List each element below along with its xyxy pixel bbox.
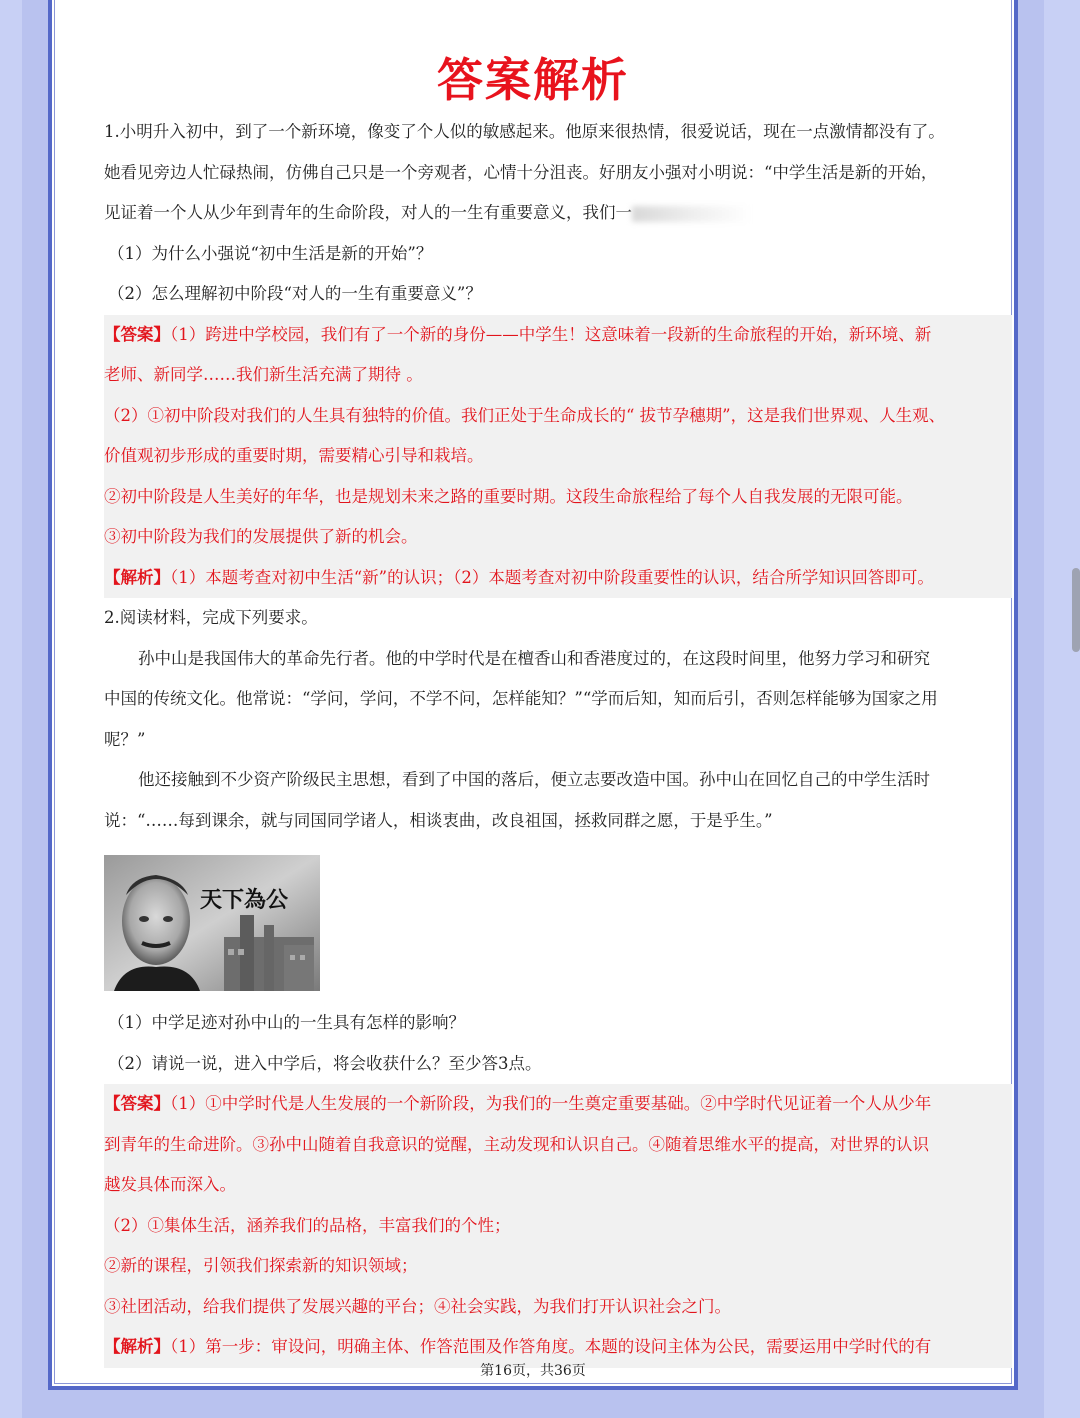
q1-answer-line-6: ③初中阶段为我们的发展提供了新的机会。 [104, 527, 418, 546]
analysis-tag: 【解析】 [104, 1337, 170, 1356]
q1-analysis-line [104, 558, 1012, 599]
q1-answer-text-1: （1）跨进中学校园，我们有了一个新的身份——中学生！这意味着一段新的生命旅程的开始，新环境、新 [170, 324, 932, 344]
page-title: 答案解析 [437, 53, 629, 107]
blurred-text [632, 206, 752, 222]
scrollbar-thumb[interactable] [1072, 568, 1080, 652]
q1-subquestion-2: （2）怎么理解初中阶段“对人的一生有重要意义”？ [108, 284, 482, 303]
q2-analysis-text: （1）第一步：审设问，明确主体、作答范围及作答角度。本题的设问主体为公民，需要运用中学时代的有 [170, 1337, 932, 1356]
page-frame [22, 0, 1044, 1418]
photo-caption: 天下為公 [200, 887, 289, 913]
q2-para1-line-1: 孙中山是我国伟大的革命先行者。他的中学时代是在檀香山和香港度过的，在这段时间里，他努力学习和研究 [138, 648, 930, 668]
analysis-tag: 【解析】 [104, 567, 170, 587]
document-page [48, 0, 1018, 1390]
q1-answer-line-2: 老师、新同学……我们新生活充满了期待 。 [104, 365, 423, 384]
q2-para1-line-3: 呢？” [104, 729, 146, 749]
q2-answer-line-4: （2）①集体生活，涵养我们的品格，丰富我们的个性； [104, 1215, 511, 1235]
q1-line-3-text: 见证着一个人从少年到青年的生命阶段，对人的一生有重要意义，我们一 [104, 203, 632, 222]
q2-answer-text-1: （1）①中学时代是人生发展的一个新阶段，为我们的一生奠定重要基础。②中学时代见证着一个人从少年 [170, 1094, 932, 1113]
q2-answer-line-6: ③社团活动，给我们提供了发展兴趣的平台；④社会实践，为我们打开认识社会之门。 [104, 1296, 731, 1316]
page-number: 第16页，共36页 [480, 1363, 586, 1379]
q1-analysis-text: （1）本题考查对初中生活“新”的认识；（2）本题考查对初中阶段重要性的认识，结合所学知识回答即可。 [170, 567, 934, 587]
q2-subquestion-1: （1）中学足迹对孙中山的一生具有怎样的影响？ [108, 1013, 465, 1032]
q1-line-2: 她看见旁边人忙碌热闹，仿佛自己只是一个旁观者，心情十分沮丧。好朋友小强对小明说：“中学生活是新的开始， [104, 162, 938, 182]
q2-heading: 2.阅读材料，完成下列要求。 [104, 608, 318, 627]
q1-answer-line-1 [104, 315, 1012, 356]
q1-answer-block [104, 315, 1012, 599]
page-content [104, 112, 1012, 1368]
q1-subquestion-1: （1）为什么小强说“初中生活是新的开始”？ [108, 243, 433, 263]
q2-answer-line-5: ②新的课程，引领我们探索新的知识领域； [104, 1256, 418, 1275]
q2-answer-line-3: 越发具体而深入。 [104, 1175, 236, 1194]
q1-answer-line-3: （2）①初中阶段对我们的人生具有独特的价值。我们正处于生命成长的“ 拔节孕穗期”，这是我们世界观、人生观、 [104, 405, 946, 425]
answer-tag: 【答案】 [104, 324, 170, 344]
q1-answer-line-5: ②初中阶段是人生美好的年华，也是规划未来之路的重要时期。这段生命旅程给了每个人自我发展的无限可能。 [104, 486, 913, 506]
q2-para1-line-2: 中国的传统文化。他常说：“学问，学问，不学不问，怎样能知？”“学而后知，知而后引，否则怎样能够为国家之用 [104, 689, 938, 708]
q1-line-3 [104, 193, 1012, 234]
q2-para2-line-2: 说：“……每到课余，就与同国同学诸人，相谈衷曲，改良祖国，拯救同群之愿，于是乎生。” [104, 810, 773, 830]
answer-tag: 【答案】 [104, 1094, 170, 1113]
q2-answer-line-2: 到青年的生命进阶。③孙中山随着自我意识的觉醒，主动发现和认识自己。④随着思维水平的提高，对世界的认识 [104, 1134, 929, 1154]
q2-para2-line-1: 他还接触到不少资产阶级民主思想，看到了中国的落后，便立志要改造中国。孙中山在回忆自己的中学生活时 [138, 770, 930, 789]
sun-yat-sen-photo [104, 855, 320, 991]
photo-illustration [104, 855, 320, 991]
q2-answer-block [104, 1084, 1012, 1368]
q2-subquestion-2: （2）请说一说，进入中学后，将会收获什么？至少答3点。 [108, 1053, 542, 1073]
q1-line-1: 1.小明升入初中，到了一个新环境，像变了个人似的敏感起来。他原来很热情，很爱说话，现在一点激情都没有了。 [104, 122, 945, 141]
q1-answer-line-4: 价值观初步形成的重要时期，需要精心引导和栽培。 [104, 446, 484, 465]
q2-answer-line-1 [104, 1084, 1012, 1125]
